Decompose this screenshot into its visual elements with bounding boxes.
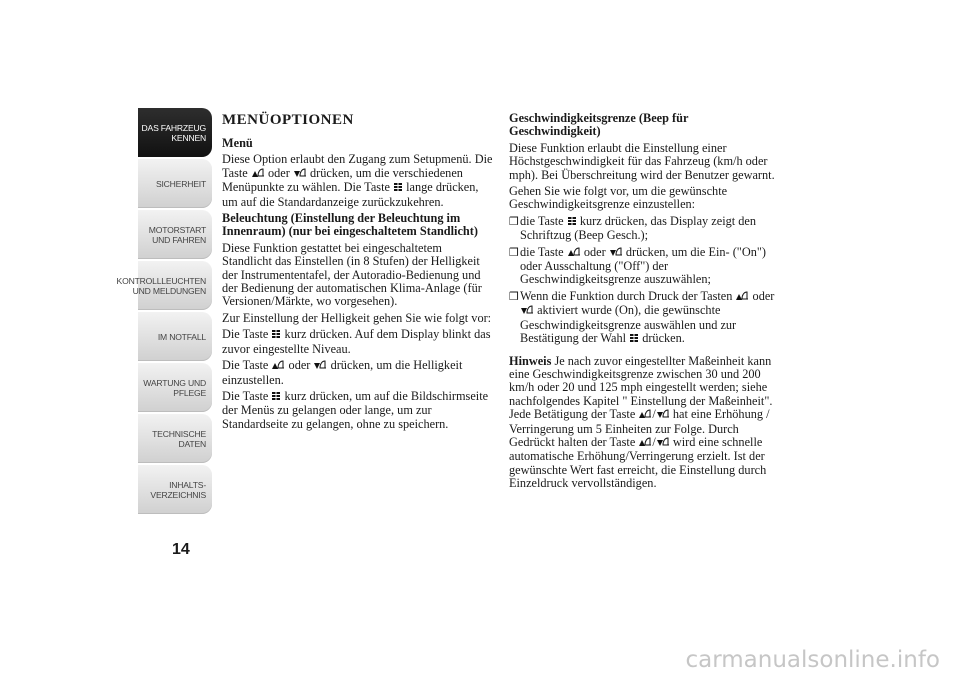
lighting-step-1: Die Taste kurz drücken. Auf dem Display blinkt das zuvor eingestellte Niveau. [222,327,491,356]
arrow-up-key-icon [735,290,749,304]
lighting-step-3: Die Taste kurz drücken, um auf die Bildschirmseite der Menüs zu gelangen oder lange, um zur Standardseite zu gelangen, ohne zu speichern. [222,388,489,431]
arrow-down-key-icon [520,304,534,318]
arrow-up-key-icon [638,408,652,422]
tab-motorstart-und-fahren[interactable]: MOTORSTART UND FAHREN [138,210,212,259]
menu-key-icon [271,329,281,342]
hint-label: Hinweis [509,353,552,368]
hint-paragraph: Hinweis Je nach zuvor eingestellter Maßeinheit kann eine Geschwindigkeitsgrenze zwischen 30 und 200 km/h oder 20 und 125 mph eingestellt werden; siehe nachfolgendes Kapitel " Einstellung der Maßeinheit". Jede Betätigung der Taste / hat eine Erhöhung / Verringerung um 5 Einheiten zur Folge. Durch Gedrückt halten der Taste / wird eine schnelle automatische Erhöhung/Verringerung erzielt. Ist der gewünschte Wert fast erreicht, die Einstellung durch Einzeldruck vervollständigen. [509,353,773,491]
checkbox-bullet-icon: ❒ [509,214,519,228]
lighting-paragraph-1: Diese Funktion gestattet bei eingeschaltetem Standlicht das Einstellen (in 8 Stufen) der Helligkeit der Instrumententafel, der Autoradio-Bedienung und der Bedienung der automatischen Klima-Anlage (für Versionen/Märkte, wo vorgesehen). [222,240,482,309]
arrow-up-key-icon [638,436,652,450]
arrow-down-key-icon [293,167,307,181]
checkbox-bullet-icon: ❒ [509,245,519,259]
left-column [222,112,494,434]
tab-wartung-und-pflege[interactable]: WARTUNG UND PFLEGE [138,363,212,412]
right-column [509,112,777,494]
tab-kontrollleuchten-und-meldungen[interactable]: KONTROLLLEUCHTEN UND MELDUNGEN [138,261,212,310]
menu-key-icon [271,391,281,404]
arrow-down-key-icon [656,408,670,422]
speed-paragraph-2: Gehen Sie wie folgt vor, um die gewünschte Geschwindigkeitsgrenze einzustellen: [509,184,728,212]
chapter-sidebar [116,108,212,516]
tab-sicherheit[interactable]: SICHERHEIT [138,159,212,208]
tab-das-fahrzeug-kennen[interactable]: DAS FAHRZEUG KENNEN [138,108,212,157]
arrow-up-key-icon [567,246,581,260]
lighting-paragraph-2: Zur Einstellung der Helligkeit gehen Sie wie folgt vor: [222,310,492,325]
speed-limit-title: Geschwindigkeitsgrenze (Beep für Geschwindigkeit) [509,111,689,139]
list-item: ❒ die Taste kurz drücken, das Display zeigt den Schriftzug (Beep Gesch.); [509,213,757,243]
tab-technische-daten[interactable]: TECHNISCHE DATEN [138,414,212,463]
menu-key-icon [393,182,403,195]
list-item: ❒ Wenn die Funktion durch Druck der Tasten oder aktiviert wurde (On), die gewünschte Geschwindigkeitsgrenze auswählen und zur Bestätigung der Wahl drücken. [509,288,775,346]
lighting-step-2: Die Taste oder drücken, um die Helligkeit einzustellen. [222,358,463,387]
menu-key-icon [629,333,639,346]
arrow-down-key-icon [313,359,327,373]
tab-inhaltsverzeichnis[interactable]: INHALTS-VERZEICHNIS [138,465,212,514]
menu-paragraph: Diese Option erlaubt den Zugang zum Setupmenü. Die Taste oder drücken, um die verschiedenen Menüpunkte zu wählen. Die Taste lange drücken, um auf die Standardanzeige zurückzukehren. [222,152,493,209]
menu-key-icon [567,216,577,229]
tab-im-notfall[interactable]: IM NOTFALL [138,312,212,361]
lighting-title: Beleuchtung (Einstellung der Beleuchtung im Innenraum) (nur bei eingeschaltetem Standlicht) [222,211,478,239]
arrow-up-key-icon [271,359,285,373]
speed-paragraph-1: Diese Funktion erlaubt die Einstellung einer Höchstgeschwindigkeit für das Fahrzeug (km/h oder mph). Bei Überschreitung wird der Benutzer gewarnt. [509,140,775,182]
checkbox-bullet-icon: ❒ [509,289,519,303]
arrow-down-key-icon [656,436,670,450]
menu-title: Menü [222,136,253,150]
page-number: 14 [172,541,190,558]
watermark: carmanualsonline.info [685,647,940,673]
section-heading: MENÜOPTIONEN [222,112,354,128]
arrow-down-key-icon [609,246,623,260]
list-item: ❒ die Taste oder drücken, um die Ein- ("On") oder Ausschaltung ("Off") der Geschwindigkeitsgrenze auszuwählen; [509,244,766,287]
arrow-up-key-icon [251,167,265,181]
